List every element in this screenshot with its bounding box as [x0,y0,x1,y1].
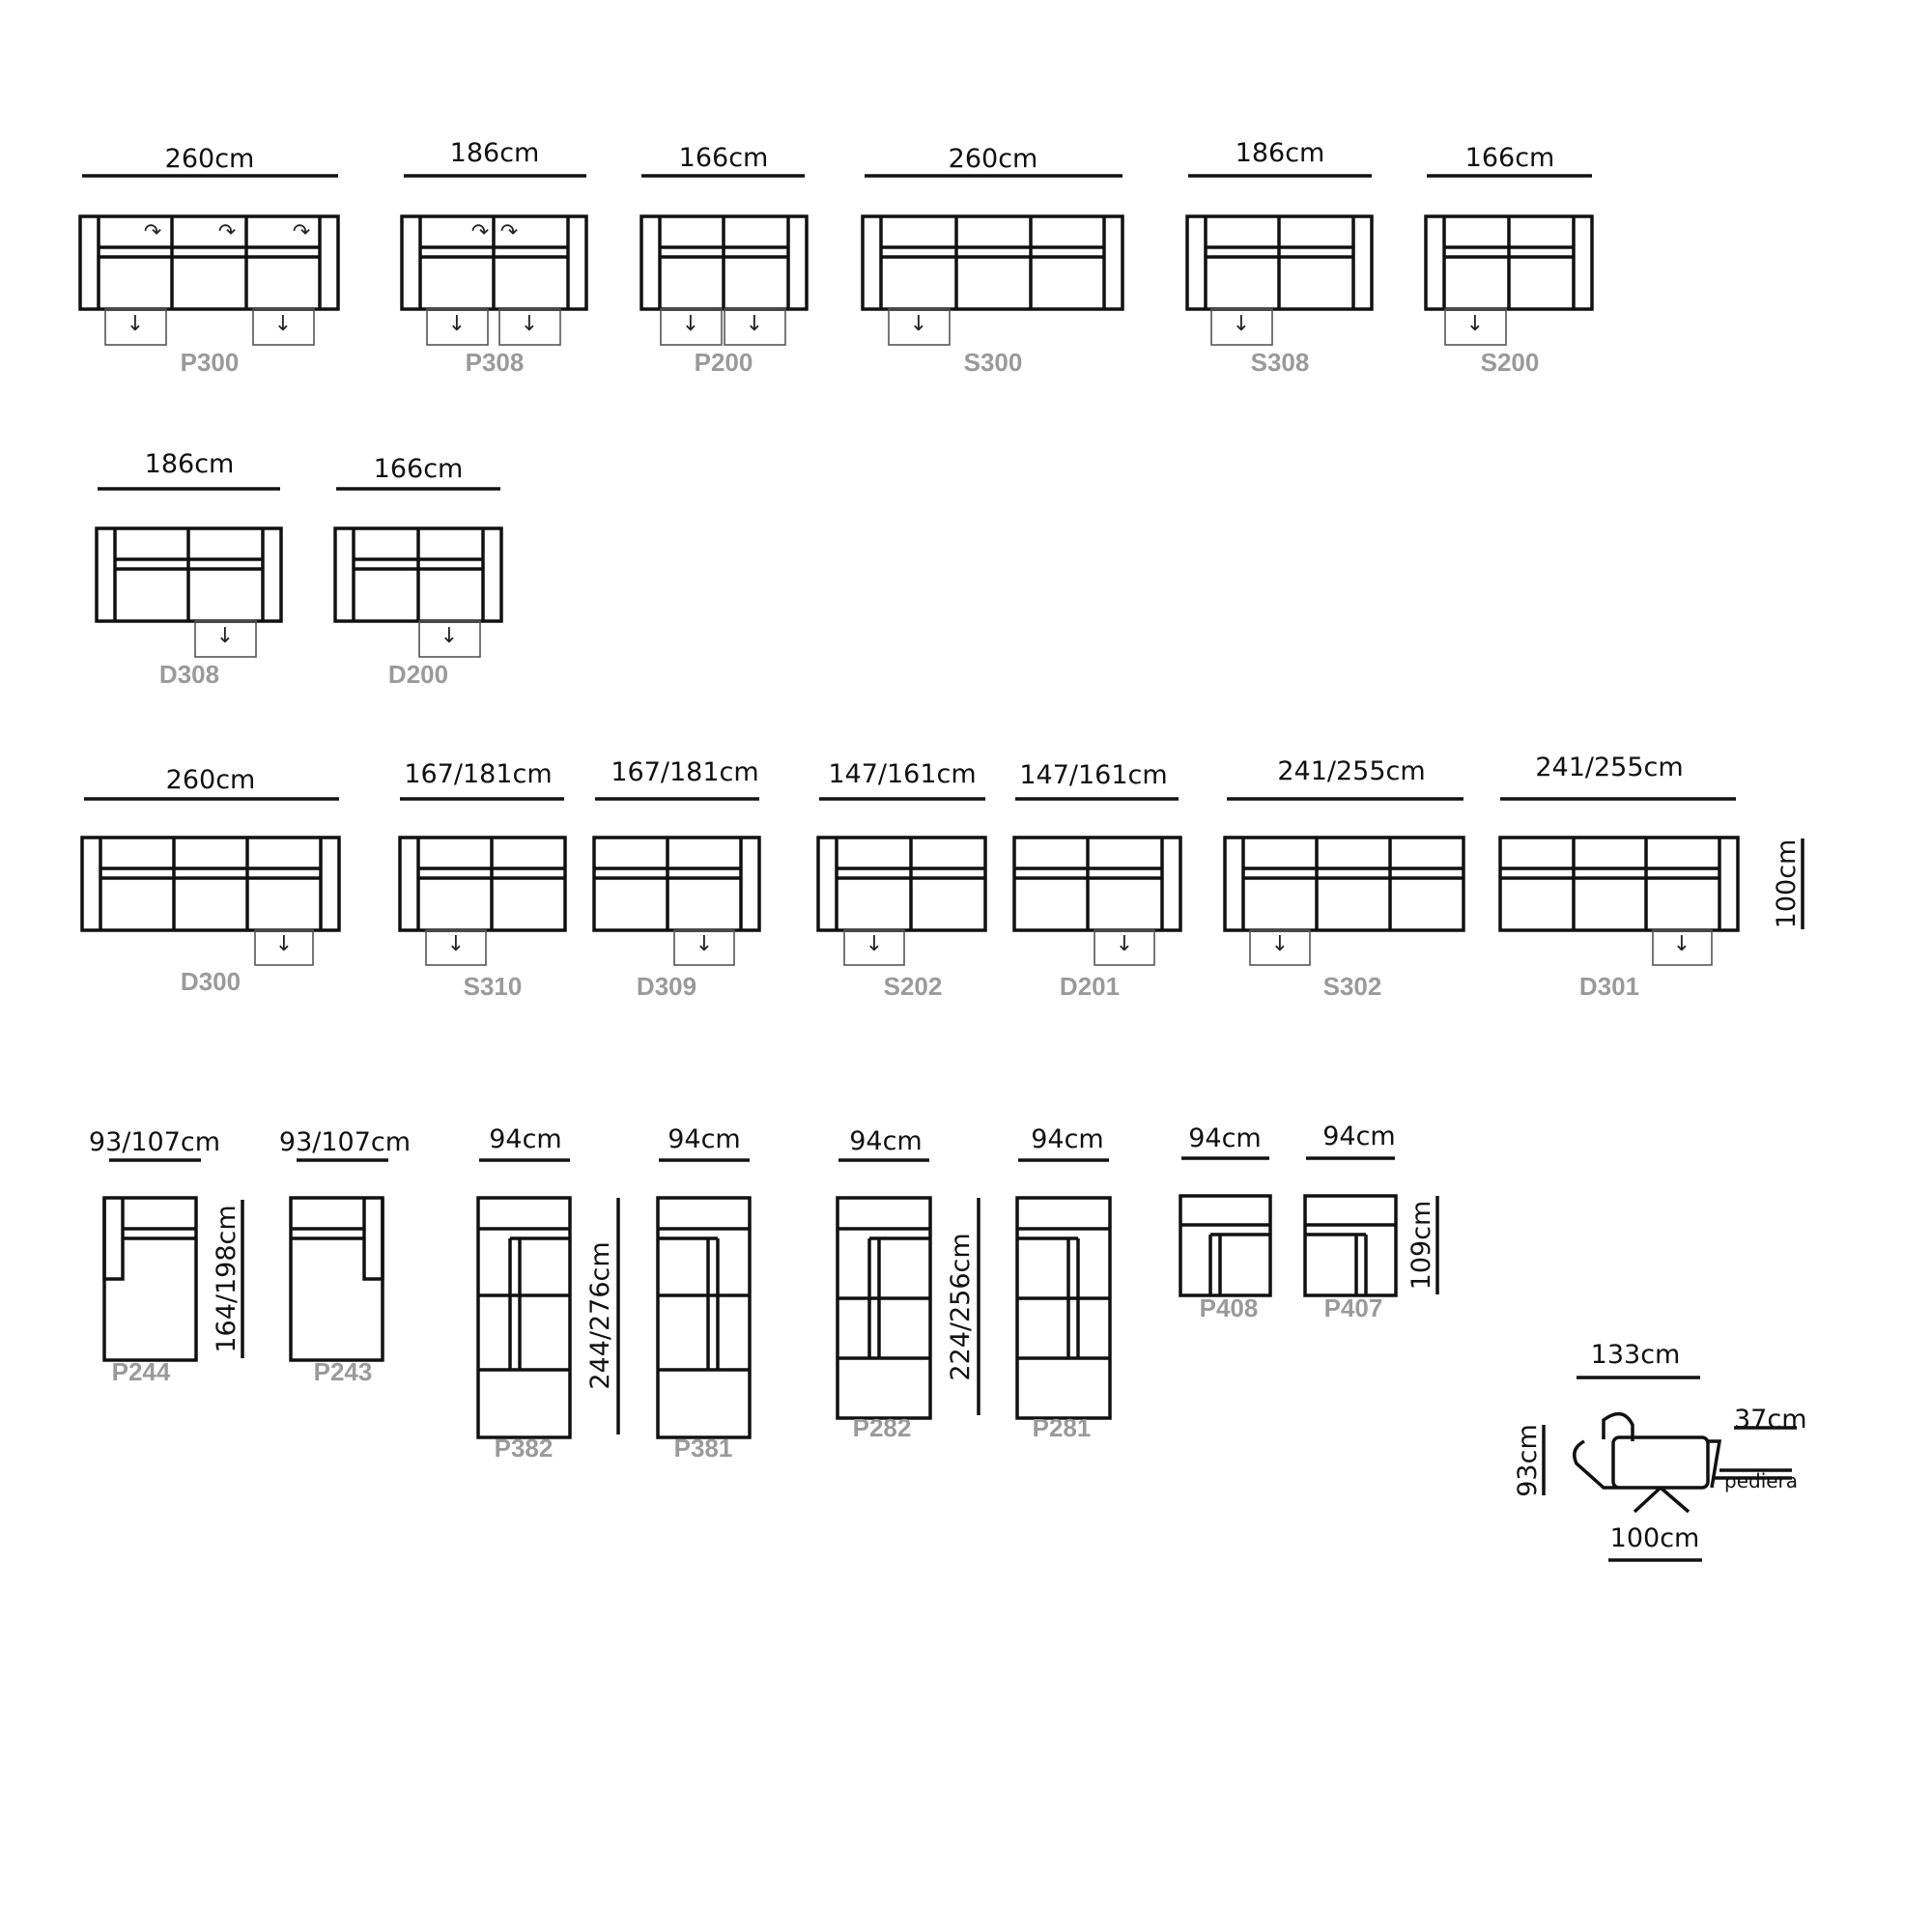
slide-arrow-icon: ↓ [274,932,294,956]
slide-arrow-icon: ↓ [1672,932,1691,956]
width-label: 93/107cm [88,1127,221,1157]
module-p407 [1305,1122,1437,1322]
sofa-outline [400,838,565,930]
recliner-arrow-icon: ↷ [499,220,519,244]
slide-arrow-icon: ↓ [1270,932,1290,956]
depth-label: 109cm [1406,1200,1436,1291]
sofa-outline [594,838,759,930]
module-code: P381 [673,1434,733,1463]
module-s300 [863,144,1122,377]
module-d200 [335,454,501,689]
recliner-arrow-icon: ↷ [470,220,490,244]
module-p381 [658,1124,750,1463]
module-s310 [400,759,565,1001]
slide-arrow-icon: ↓ [909,312,928,336]
slide-arrow-icon: ↓ [1232,312,1251,336]
module-p243 [279,1127,411,1386]
chaise-outline [478,1198,570,1437]
module-code: P308 [465,348,525,377]
recliner-arrow-icon: ↷ [217,220,237,244]
module-p408 [1180,1123,1270,1322]
module-code: S200 [1480,348,1540,377]
chaise-outline [1017,1198,1110,1418]
slide-arrow-icon: ↓ [681,312,700,336]
footrest-label: pediera [1724,1469,1799,1492]
width-label: 260cm [948,144,1038,174]
slide-arrow-icon: ↓ [865,932,884,956]
width-label: 94cm [1322,1122,1396,1151]
slide-arrow-icon: ↓ [446,932,466,956]
width-label: 186cm [144,449,235,479]
module-p281 [1017,1124,1110,1442]
base-width-label: 100cm [1609,1523,1700,1553]
module-d308 [97,449,281,689]
module-code: D200 [387,660,449,689]
sofa-outline [82,838,339,930]
top-width-label: 133cm [1590,1340,1681,1370]
module-code: P243 [313,1357,373,1386]
width-label: 94cm [489,1124,562,1154]
module-code: P408 [1199,1293,1259,1322]
module-code: S300 [963,348,1023,377]
armrest [1708,1441,1719,1488]
module-code: D308 [158,660,220,689]
width-label: 167/181cm [404,759,553,789]
sofa-outline [863,216,1122,309]
module-d201 [1014,760,1180,1001]
sofa-outline [1225,838,1463,930]
module-code: S202 [883,972,943,1001]
backrest [1575,1441,1618,1488]
module-code: P244 [111,1357,171,1386]
width-label: 186cm [449,138,540,168]
module-code: P200 [694,348,753,377]
module-code: D300 [180,967,242,996]
width-label: 94cm [668,1124,741,1154]
width-label: 93/107cm [278,1127,412,1157]
width-label: 94cm [849,1126,923,1156]
module-s202 [818,759,985,1001]
seat-body [1613,1437,1708,1488]
width-label: 166cm [373,454,464,484]
depth-label: 244/276cm [585,1241,615,1390]
module-code: S302 [1322,972,1382,1001]
slide-arrow-icon: ↓ [215,624,235,648]
slide-arrow-icon: ↓ [745,312,764,336]
module-d301 [1500,753,1803,1001]
slide-arrow-icon: ↓ [695,932,714,956]
module-p382 [478,1124,618,1463]
module-s200 [1426,143,1592,377]
module-code: P382 [494,1434,554,1463]
module-p300 [80,144,338,377]
module-p200 [641,143,807,377]
width-label: 260cm [165,765,256,795]
armchair-side-view [1513,1340,1807,1560]
sofa-outline [1014,838,1180,930]
module-code: S310 [463,972,523,1001]
module-code: P407 [1323,1293,1383,1322]
module-p244 [89,1127,242,1386]
sofa-outline [818,838,985,930]
slide-arrow-icon: ↓ [520,312,539,336]
module-code: P282 [852,1413,912,1442]
corner-outline [1305,1196,1396,1295]
module-d309 [594,757,759,1001]
depth-label: 224/256cm [946,1233,976,1381]
module-code: P300 [180,348,240,377]
depth-label: 100cm [1772,838,1802,929]
width-label: 260cm [164,144,255,174]
chaise-outline [838,1198,930,1418]
width-label: 241/255cm [1277,756,1426,786]
module-p282 [838,1126,979,1442]
width-label: 186cm [1235,138,1325,168]
width-label: 167/181cm [611,757,759,787]
module-code: P281 [1032,1413,1092,1442]
corner-outline [1180,1196,1270,1295]
height-label: 93cm [1513,1424,1543,1497]
depth-label: 164/198cm [212,1205,242,1353]
module-code: D201 [1059,972,1121,1001]
module-code: S308 [1250,348,1310,377]
module-d300 [82,765,339,996]
width-label: 147/161cm [1019,760,1168,790]
module-code: D301 [1578,972,1640,1001]
slide-arrow-icon: ↓ [440,624,459,648]
slide-arrow-icon: ↓ [273,312,293,336]
slide-arrow-icon: ↓ [126,312,145,336]
slide-arrow-icon: ↓ [1115,932,1134,956]
width-label: 94cm [1031,1124,1104,1154]
base-leg [1634,1488,1661,1512]
recliner-arrow-icon: ↷ [143,220,162,244]
width-label: 147/161cm [828,759,977,789]
slide-arrow-icon: ↓ [447,312,467,336]
module-code: D309 [636,972,697,1001]
base-leg [1661,1488,1689,1512]
recliner-arrow-icon: ↷ [292,220,311,244]
module-s308 [1187,138,1372,377]
module-s302 [1225,756,1463,1001]
sofa-outline [1500,838,1738,930]
module-p308 [402,138,586,377]
width-label: 166cm [678,143,769,173]
width-label: 94cm [1188,1123,1262,1153]
width-label: 166cm [1464,143,1555,173]
footrest-width-label: 37cm [1734,1405,1807,1435]
slide-arrow-icon: ↓ [1465,312,1485,336]
width-label: 241/255cm [1535,753,1684,782]
chaise-outline [658,1198,750,1437]
